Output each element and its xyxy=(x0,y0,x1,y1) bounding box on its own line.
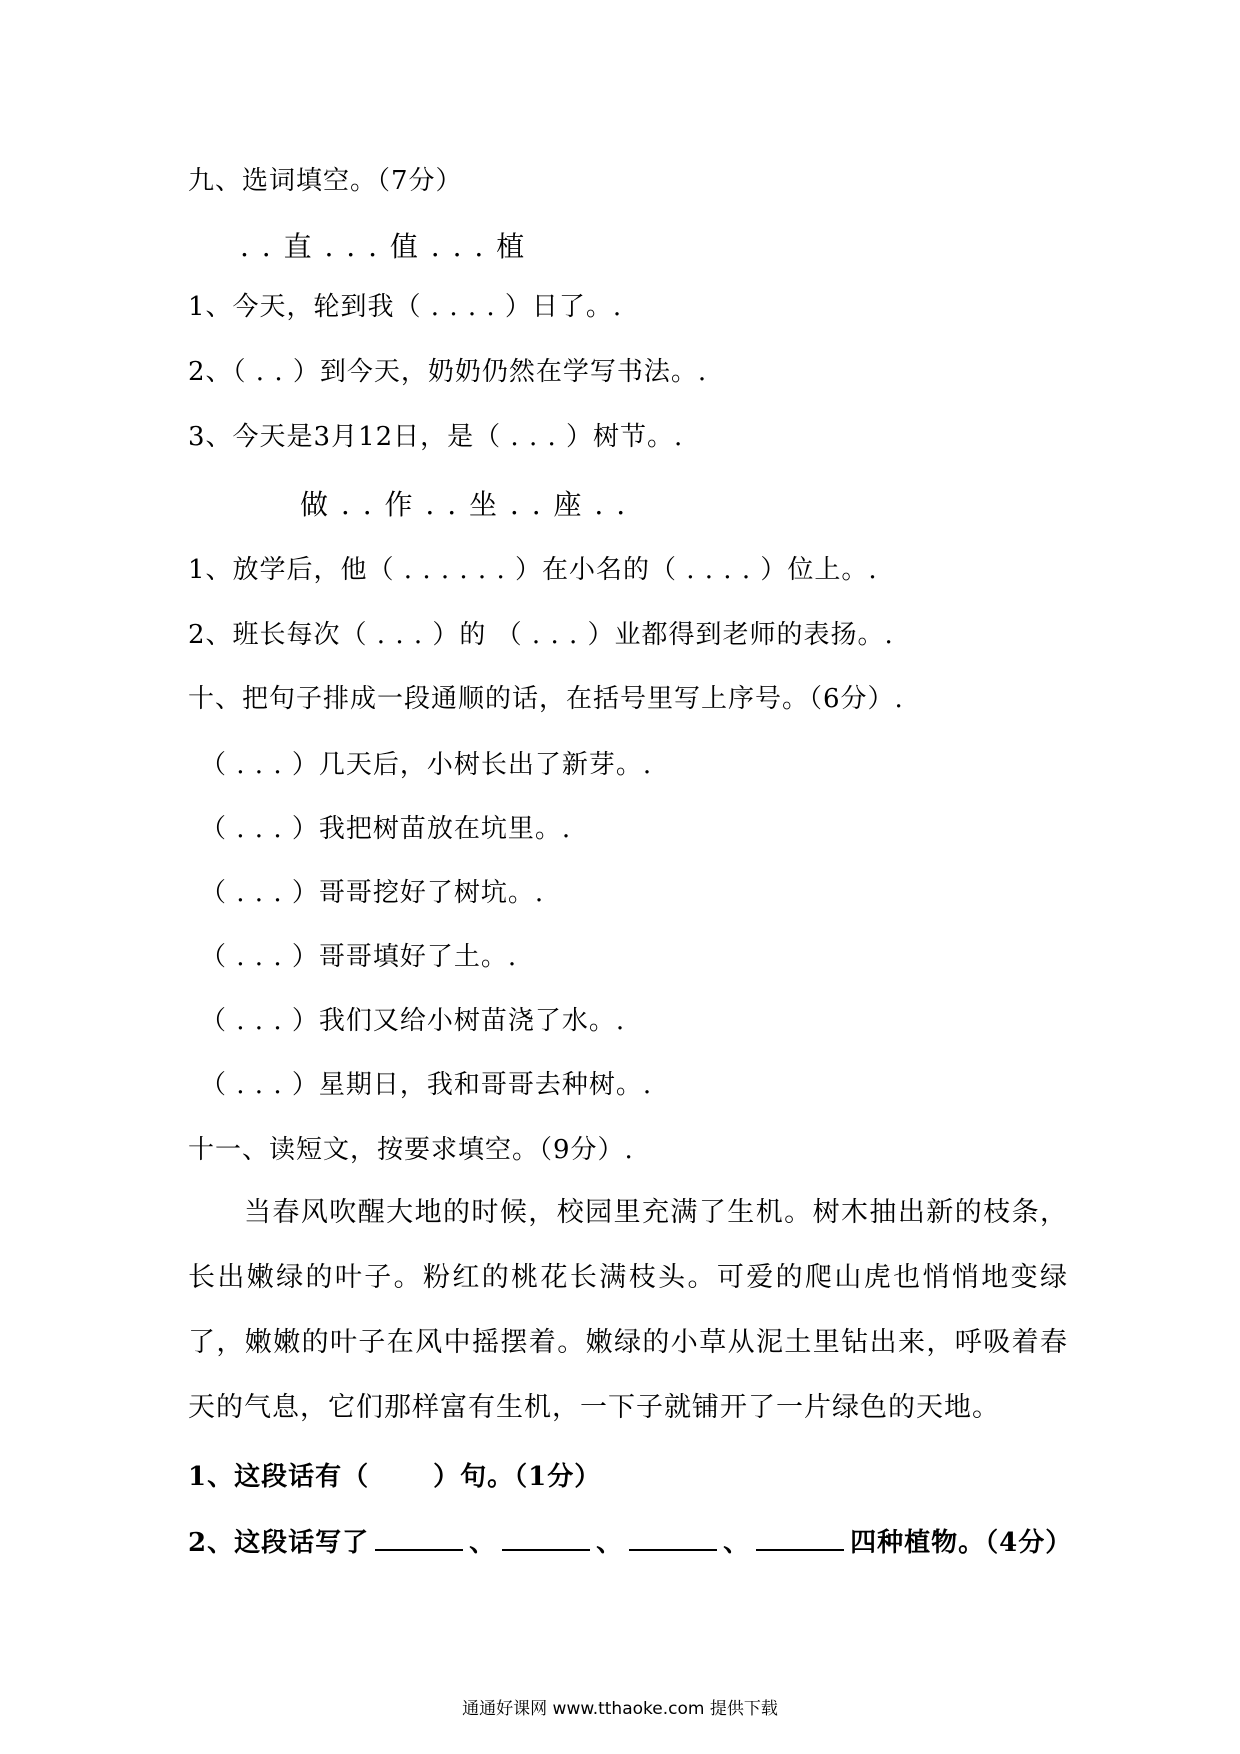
separator-1: 、 xyxy=(469,1528,497,1558)
section-10-item-3: （ . . . ）哥哥挖好了树坑。. xyxy=(200,878,545,908)
section-10-item-5: （ . . . ）我们又给小树苗浇了水。. xyxy=(200,1006,626,1036)
section-9-item-3: 3、今天是3月12日，是（ . . . ）树节。. xyxy=(188,422,684,452)
section-9-item-5: 2、班长每次（ . . . ）的 （ . . . ）业都得到老师的表扬。. xyxy=(188,620,894,650)
section-9-item-4: 1、放学后，他（ . . . . . . ）在小名的（ . . . . ）位上。. xyxy=(188,555,878,585)
section-9-item-1: 1、今天，轮到我（ . . . . ）日了。. xyxy=(188,292,623,322)
section-9-item-2: 2、（ . . ）到今天，奶奶仍然在学写书法。. xyxy=(188,357,708,387)
section-11-passage: 当春风吹醒大地的时候，校园里充满了生机。树木抽出新的枝条，长出嫩绿的叶子。粉红的桃花长满枝头。可爱的爬山虎也悄悄地变绿了，嫩嫩的叶子在风中摇摆着。嫩绿的小草从泥土里钻出来，呼吸着春天的气息，它们那样富有生机，一下子就铺开了一片绿色的天地。 xyxy=(188,1197,1068,1423)
question-2-suffix: 四种植物。（4分） xyxy=(850,1528,1073,1558)
section-10-title: 十、把句子排成一段通顺的话，在括号里写上序号。（6分）. xyxy=(188,684,904,714)
section-10-item-6: （ . . . ）星期日，我和哥哥去种树。. xyxy=(200,1070,653,1100)
answer-blank-1[interactable] xyxy=(375,1525,463,1551)
section-11-title: 十一、读短文，按要求填空。（9分）. xyxy=(188,1135,634,1165)
section-9-title: 九、选词填空。（7分） xyxy=(188,166,463,196)
separator-2: 、 xyxy=(596,1528,624,1558)
section-11-question-2 xyxy=(188,1525,1072,1560)
section-9-word-group-1: . . 直 . . . 值 . . . 植 xyxy=(240,230,527,263)
question-2-prefix: 2、这段话写了 xyxy=(188,1528,370,1558)
section-11-question-1: 1、这段话有（ ）句。（1分） xyxy=(188,1462,602,1492)
separator-3: 、 xyxy=(723,1528,751,1558)
section-10-item-4: （ . . . ）哥哥填好了土。. xyxy=(200,942,518,972)
answer-blank-4[interactable] xyxy=(756,1525,844,1551)
page-footer: 通通好课网 www.tthaoke.com 提供下载 xyxy=(462,1699,778,1719)
section-10-item-2: （ . . . ）我把树苗放在坑里。. xyxy=(200,814,572,844)
answer-blank-2[interactable] xyxy=(502,1525,590,1551)
section-10-item-1: （ . . . ）几天后，小树长出了新芽。. xyxy=(200,750,653,780)
answer-blank-3[interactable] xyxy=(629,1525,717,1551)
section-9-word-group-2: 做 . . 作 . . 坐 . . 座 . . xyxy=(300,488,628,521)
